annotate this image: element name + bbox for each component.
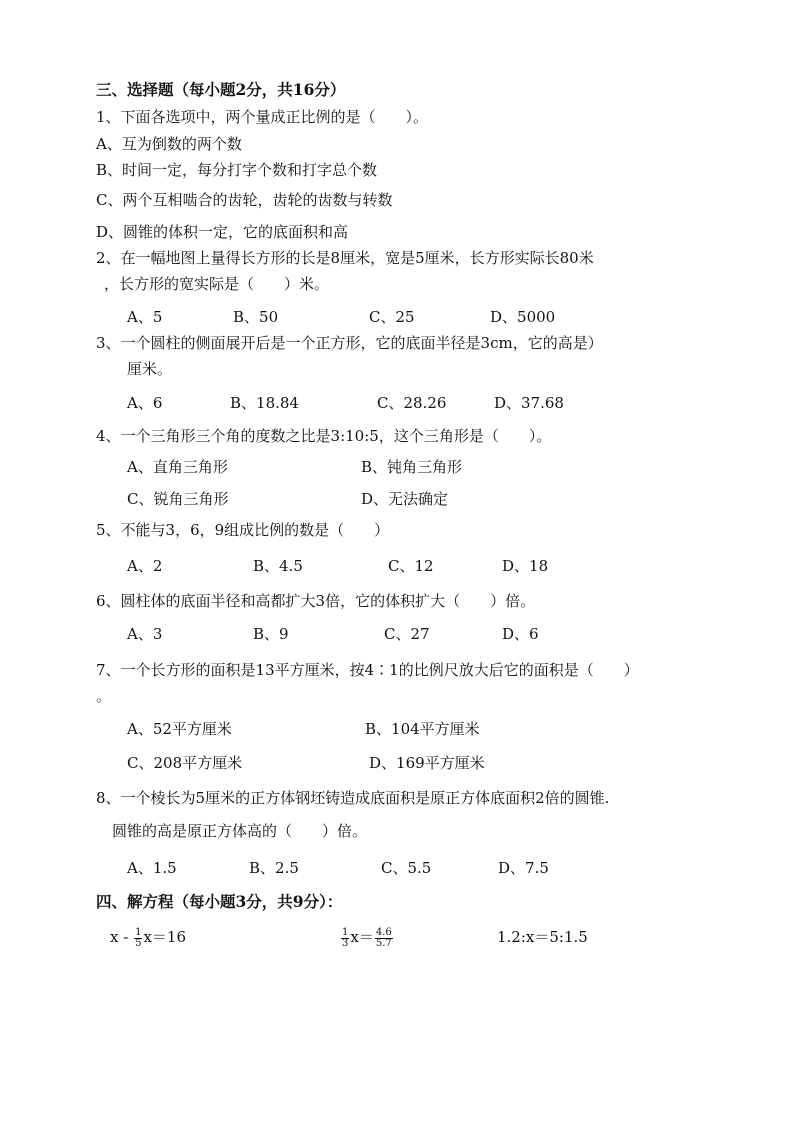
question-4-option-c: C、锐角三角形 <box>127 490 229 508</box>
question-4-option-a: A、直角三角形 <box>127 458 228 476</box>
question-4-stem: 4、一个三角形三个角的度数之比是3:10:5，这个三角形是（ ）。 <box>96 427 552 445</box>
question-6-option-c: C、27 <box>384 625 430 643</box>
question-2-option-b: B、50 <box>233 308 279 326</box>
equation-2 <box>340 926 394 949</box>
fraction-denominator: 5.7 <box>375 937 392 949</box>
question-7-option-c: C、208平方厘米 <box>127 754 243 772</box>
equation-3: 1.2:x＝5:1.5 <box>497 928 588 946</box>
question-7-stem: 7、一个长方形的面积是13平方厘米，按4∶1的比例尺放大后它的面积是（ ） <box>96 661 639 679</box>
question-3-stem: 3、一个圆柱的侧面展开后是一个正方形，它的底面半径是3cm，它的高是） <box>96 334 603 352</box>
question-2-stem: 2、在一幅地图上量得长方形的长是8厘米，宽是5厘米，长方形实际长80米 <box>96 249 594 267</box>
question-3-stem-continued: 厘米。 <box>127 360 173 378</box>
question-1-option-b: B、时间一定，每分打字个数和打字总个数 <box>96 161 378 179</box>
question-2-option-a: A、5 <box>127 308 163 326</box>
equation-1-suffix: x＝16 <box>143 928 186 946</box>
question-4-option-d: D、无法确定 <box>361 490 449 508</box>
equation-1-fraction <box>134 928 142 949</box>
fraction-denominator: 5 <box>135 937 142 949</box>
question-6-option-b: B、9 <box>253 625 289 643</box>
question-2-stem-continued: ，长方形的宽实际是（ ）米。 <box>104 275 330 293</box>
fraction-numerator: 1 <box>342 926 349 938</box>
question-5-option-d: D、18 <box>502 557 549 575</box>
fraction-numerator: 4.6 <box>375 926 392 938</box>
question-8-option-d: D、7.5 <box>498 859 549 877</box>
question-7-option-d: D、169平方厘米 <box>369 754 485 772</box>
question-3-option-a: A、6 <box>127 394 163 412</box>
question-8-option-a: A、1.5 <box>127 859 177 877</box>
question-5-stem: 5、不能与3，6，9组成比例的数是（ ） <box>96 521 390 539</box>
question-1-stem: 1、下面各选项中，两个量成正比例的是（ ）。 <box>96 108 429 126</box>
question-5-option-a: A、2 <box>127 557 163 575</box>
fraction-denominator: 3 <box>342 937 349 949</box>
question-5-option-b: B、4.5 <box>253 557 303 575</box>
question-7-option-a: A、52平方厘米 <box>127 720 232 738</box>
question-6-option-d: D、6 <box>502 625 539 643</box>
equation-1-prefix: x - <box>110 928 134 946</box>
question-7-stem-continued: 。 <box>96 687 112 705</box>
equation-2-fraction-right <box>375 928 393 949</box>
question-8-stem-continued: 圆锥的高是原正方体高的（ ）倍。 <box>112 822 368 840</box>
question-2-option-d: D、5000 <box>490 308 556 326</box>
section-4-title: 四、解方程（每小题3分，共9分）： <box>96 892 343 911</box>
fraction-numerator: 1 <box>135 926 142 938</box>
section-3-title: 三、选择题（每小题2分，共16分） <box>96 80 346 99</box>
question-5-option-c: C、12 <box>388 557 434 575</box>
question-3-option-d: D、37.68 <box>494 394 564 412</box>
question-4-option-b: B、钝角三角形 <box>361 458 463 476</box>
equation-2-middle: x＝ <box>350 928 374 946</box>
equation-1 <box>110 926 186 949</box>
question-8-stem: 8、一个棱长为5厘米的正方体钢坯铸造成底面积是原正方体底面积2倍的圆锥. <box>96 789 610 807</box>
question-6-stem: 6、圆柱体的底面半径和高都扩大3倍，它的体积扩大（ ）倍。 <box>96 592 536 610</box>
question-1-option-c: C、两个互相啮合的齿轮，齿轮的齿数与转数 <box>96 191 393 209</box>
question-1-option-a: A、互为倒数的两个数 <box>96 135 242 153</box>
question-1-option-d: D、圆锥的体积一定，它的底面积和高 <box>96 223 349 241</box>
question-2-option-c: C、25 <box>369 308 415 326</box>
question-8-option-b: B、2.5 <box>249 859 299 877</box>
question-3-option-c: C、28.26 <box>377 394 447 412</box>
question-3-option-b: B、18.84 <box>230 394 299 412</box>
equation-2-fraction-left <box>341 928 349 949</box>
question-7-option-b: B、104平方厘米 <box>365 720 480 738</box>
question-6-option-a: A、3 <box>127 625 163 643</box>
question-8-option-c: C、5.5 <box>381 859 432 877</box>
